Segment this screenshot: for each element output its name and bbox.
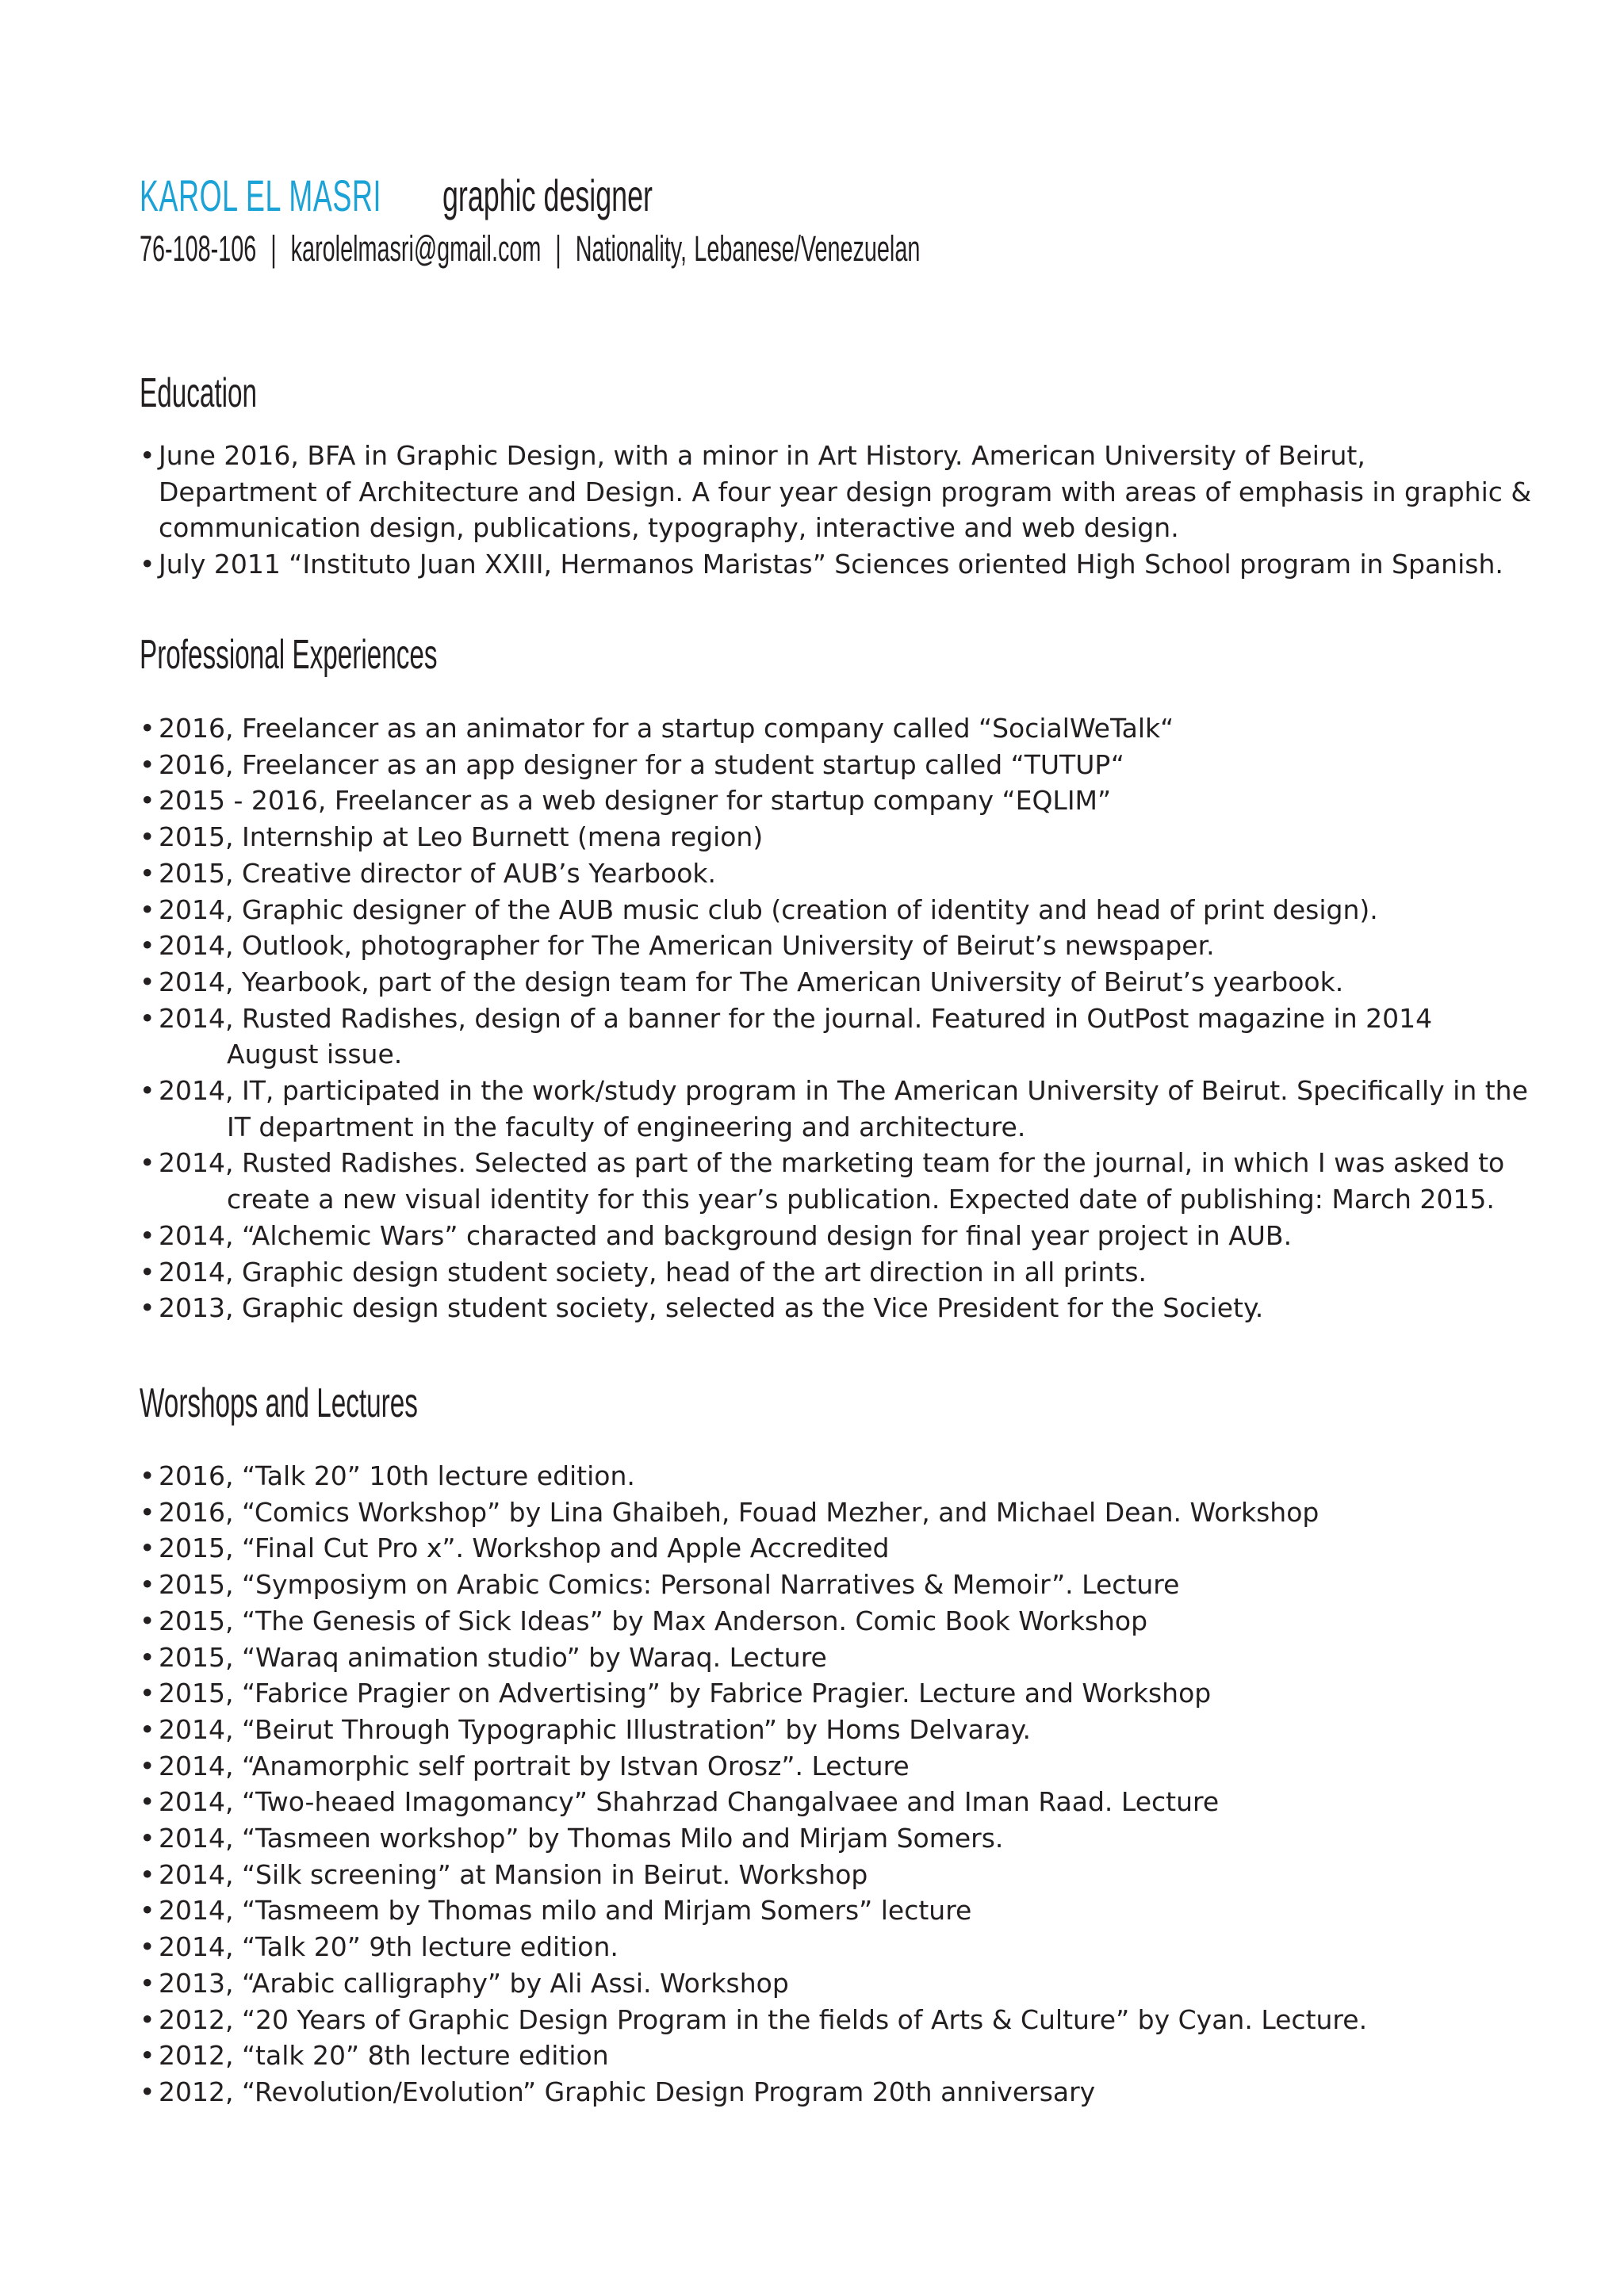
bullet: • <box>140 1256 155 1288</box>
bullet: • <box>140 713 155 744</box>
item-text: 2015, Creative director of AUB’s Yearbook. <box>159 857 717 889</box>
experience-list <box>140 710 1551 1326</box>
bullet: • <box>140 1786 155 1818</box>
bullet: • <box>140 748 155 780</box>
list-item <box>140 438 1551 546</box>
phone: 76-108-106 <box>140 228 257 269</box>
list-item <box>140 819 1551 855</box>
bullet: • <box>140 1931 155 1963</box>
item-text: 2016, “Comics Workshop” by Lina Ghaibeh, Fouad Mezher, and Michael Dean. Workshop <box>159 1496 1320 1528</box>
header <box>140 170 921 269</box>
workshops-list <box>140 1458 1551 2110</box>
bullet: • <box>140 2040 155 2072</box>
item-text-continued: IT department in the faculty of engineering and architecture. <box>227 1111 1026 1142</box>
bullet: • <box>140 440 155 471</box>
item-text: 2014, “Anamorphic self portrait by Istvan Orosz”. Lecture <box>159 1750 910 1781</box>
list-item <box>140 1494 1551 1531</box>
list-item <box>140 1965 1551 2002</box>
list-item <box>140 892 1551 928</box>
bullet: • <box>140 1533 155 1564</box>
item-text: 2014, “Two-heaed Imagomancy” Shahrzad Changalvaee and Iman Raad. Lecture <box>159 1786 1220 1818</box>
item-text: 2014, IT, participated in the work/study program in The American University of Beirut. Specifically in the <box>159 1075 1528 1107</box>
item-text: 2014, Rusted Radishes. Selected as part of the marketing team for the journal, in which I was asked to <box>159 1147 1505 1179</box>
bullet: • <box>140 785 155 817</box>
list-item <box>140 1675 1551 1712</box>
bullet: • <box>140 1002 155 1034</box>
separator: | <box>555 228 561 269</box>
list-item <box>140 1218 1551 1254</box>
item-text-continued: Department of Architecture and Design. A four year design program with areas of emphasis in graphic & <box>159 476 1532 507</box>
item-text: 2015 - 2016, Freelancer as a web designer for startup company “EQLIM” <box>159 785 1112 817</box>
section-title-education: Education <box>140 370 258 416</box>
list-item <box>140 1001 1551 1073</box>
item-text: 2015, “Waraq animation studio” by Waraq. Lecture <box>159 1641 827 1673</box>
item-text: 2014, Outlook, photographer for The American University of Beirut’s newspaper. <box>159 930 1215 962</box>
list-item <box>140 747 1551 783</box>
list-item <box>140 1748 1551 1785</box>
item-text: 2012, “Revolution/Evolution” Graphic Design Program 20th anniversary <box>159 2076 1096 2107</box>
list-item <box>140 1640 1551 1676</box>
item-text: June 2016, BFA in Graphic Design, with a minor in Art History. American University of Beirut, <box>159 440 1365 471</box>
list-item <box>140 1892 1551 1929</box>
item-text: 2015, Internship at Leo Burnett (mena region) <box>159 821 764 853</box>
list-item <box>140 964 1551 1001</box>
bullet: • <box>140 857 155 889</box>
item-text: 2015, “Fabrice Pragier on Advertising” by Fabrice Pragier. Lecture and Workshop <box>159 1678 1212 1709</box>
bullet: • <box>140 1460 155 1491</box>
item-text: 2014, “Alchemic Wars” characted and background design for final year project in AUB. <box>159 1219 1293 1251</box>
bullet: • <box>140 1496 155 1528</box>
bullet: • <box>140 1292 155 1324</box>
nationality: Nationality, Lebanese/Venezuelan <box>575 228 921 269</box>
list-item <box>140 855 1551 892</box>
item-text: 2015, “Symposiym on Arabic Comics: Personal Narratives & Memoir”. Lecture <box>159 1569 1180 1601</box>
item-text: 2014, Graphic design student society, head of the art direction in all prints. <box>159 1256 1147 1288</box>
section-title-workshops: Worshops and Lectures <box>140 1380 418 1426</box>
item-text: 2013, “Arabic calligraphy” by Ali Assi. Workshop <box>159 1967 789 1999</box>
bullet: • <box>140 966 155 997</box>
bullet: • <box>140 1147 155 1179</box>
list-item <box>140 2038 1551 2074</box>
item-text: 2014, “Silk screening” at Mansion in Beirut. Workshop <box>159 1858 868 1890</box>
list-item <box>140 1530 1551 1567</box>
list-item <box>140 1820 1551 1857</box>
education-list <box>140 438 1551 583</box>
bullet: • <box>140 894 155 925</box>
list-item <box>140 546 1551 583</box>
list-item <box>140 2002 1551 2038</box>
list-item <box>140 1567 1551 1603</box>
item-text: 2014, “Beirut Through Typographic Illustration” by Homs Delvaray. <box>159 1713 1031 1745</box>
item-text: 2014, Rusted Radishes, design of a banner for the journal. Featured in OutPost magazine in 2014 <box>159 1002 1433 1034</box>
item-text: 2016, Freelancer as an animator for a startup company called “SocialWeTalk“ <box>159 713 1174 744</box>
list-item <box>140 1458 1551 1494</box>
list-item <box>140 1712 1551 1748</box>
bullet: • <box>140 2076 155 2107</box>
item-text: 2015, “The Genesis of Sick Ideas” by Max Anderson. Comic Book Workshop <box>159 1605 1148 1636</box>
item-text: 2014, Yearbook, part of the design team for The American University of Beirut’s yearbook. <box>159 966 1344 997</box>
bullet: • <box>140 1895 155 1927</box>
item-text: 2014, “Tasmeen workshop” by Thomas Milo and Mirjam Somers. <box>159 1823 1004 1854</box>
item-text-continued: communication design, publications, typography, interactive and web design. <box>159 512 1179 544</box>
role-title: graphic designer <box>442 170 653 220</box>
list-item <box>140 2074 1551 2110</box>
list-item <box>140 1857 1551 1893</box>
item-text: 2014, “Talk 20” 9th lecture edition. <box>159 1931 619 1963</box>
bullet: • <box>140 549 155 580</box>
bullet: • <box>140 1967 155 1999</box>
list-item <box>140 1073 1551 1145</box>
contact-line <box>140 228 920 270</box>
item-text: 2016, “Talk 20” 10th lecture edition. <box>159 1460 635 1491</box>
item-text: 2012, “talk 20” 8th lecture edition <box>159 2040 609 2072</box>
bullet: • <box>140 1713 155 1745</box>
list-item <box>140 1603 1551 1640</box>
bullet: • <box>140 1641 155 1673</box>
bullet: • <box>140 1678 155 1709</box>
list-item <box>140 1784 1551 1820</box>
bullet: • <box>140 1858 155 1890</box>
item-text: 2015, “Final Cut Pro x”. Workshop and Apple Accredited <box>159 1533 890 1564</box>
bullet: • <box>140 821 155 853</box>
bullet: • <box>140 1750 155 1781</box>
list-item <box>140 928 1551 964</box>
bullet: • <box>140 1823 155 1854</box>
list-item <box>140 1145 1551 1217</box>
bullet: • <box>140 1219 155 1251</box>
bullet: • <box>140 930 155 962</box>
list-item <box>140 1929 1551 1965</box>
separator: | <box>270 228 277 269</box>
name-line <box>140 170 771 221</box>
item-text-continued: create a new visual identity for this year’s publication. Expected date of publishing: March 2015. <box>227 1184 1495 1215</box>
item-text: 2014, Graphic designer of the AUB music club (creation of identity and head of print design). <box>159 894 1378 925</box>
item-text: 2014, “Tasmeem by Thomas milo and Mirjam Somers” lecture <box>159 1895 972 1927</box>
list-item <box>140 1290 1551 1326</box>
list-item <box>140 1254 1551 1291</box>
name: KAROL EL MASRI <box>140 170 382 220</box>
email: karolelmasri@gmail.com <box>290 228 542 269</box>
bullet: • <box>140 1569 155 1601</box>
item-text-continued: August issue. <box>227 1039 403 1070</box>
list-item <box>140 783 1551 819</box>
item-text: July 2011 “Instituto Juan XXIII, Hermanos Maristas” Sciences oriented High School program in Spanish. <box>159 549 1503 580</box>
bullet: • <box>140 2003 155 2035</box>
section-title-experience: Professional Experiences <box>140 632 438 678</box>
bullet: • <box>140 1605 155 1636</box>
item-text: 2013, Graphic design student society, selected as the Vice President for the Society. <box>159 1292 1264 1324</box>
item-text: 2016, Freelancer as an app designer for a student startup called “TUTUP“ <box>159 748 1124 780</box>
bullet: • <box>140 1075 155 1107</box>
item-text: 2012, “20 Years of Graphic Design Program in the fields of Arts & Culture” by Cyan. Lecture. <box>159 2003 1368 2035</box>
list-item <box>140 710 1551 747</box>
